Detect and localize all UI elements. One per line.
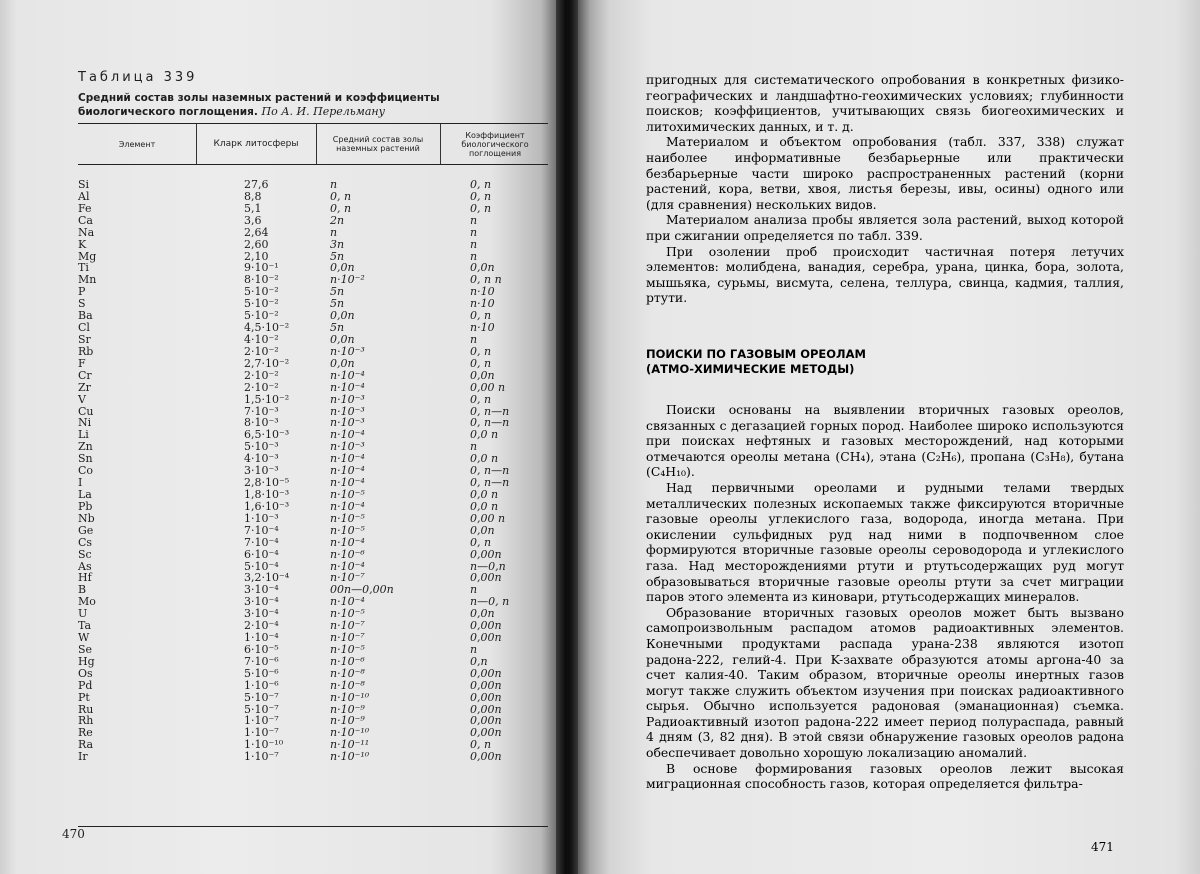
cell-coefficient: 0,00n xyxy=(470,631,502,645)
cell-ash: n·10⁻⁴ xyxy=(330,476,365,490)
cell-coefficient: 0,0 n xyxy=(470,487,499,501)
paragraph: Образование вторичных газовых ореолов может быть вызвано самопроизвольным распадом атомов радиоактивных элементов. Конечными продуктами распада урана-238 являются изотоп радона-222, гелий-4. При K-захвате образуются атомы аргона-40 за счет калия-40. Таким образом, вторичные ореолы инертных газов могут также служить объектом изучения при поисках радиоактивного сырья. Обычно используется радоновая (эманационная) съемка. Радиоактивный изотоп радона-222 имеет период полураспада, равный 4 дням (3, 82 дня). В этой связи обнаружение газовых ореолов радона обеспечивает довольно хорошую локализацию аномалий. xyxy=(646,604,1124,761)
cell-ash: n·10⁻¹⁰ xyxy=(330,690,370,704)
cell-ash: 0, n xyxy=(330,189,352,203)
cell-element: Ru xyxy=(78,702,94,716)
cell-coefficient: n xyxy=(470,583,478,597)
cell-clarke: 1·10⁻⁷ xyxy=(244,714,279,728)
cell-ash: n·10⁻³ xyxy=(330,416,365,430)
cell-coefficient: n xyxy=(470,237,478,251)
table-bottom-rule xyxy=(78,826,548,827)
cell-element: Zn xyxy=(78,440,93,454)
cell-element: Ni xyxy=(78,416,92,430)
left-page xyxy=(0,0,558,874)
table-row xyxy=(78,239,548,251)
cell-coefficient: 0,0 n xyxy=(470,499,499,513)
cell-element: Fe xyxy=(78,201,92,215)
cell-coefficient: 0,00 n xyxy=(470,511,506,525)
table-divider xyxy=(440,124,441,164)
cell-ash: n·10⁻¹⁰ xyxy=(330,750,370,764)
cell-clarke: 5·10⁻⁶ xyxy=(244,666,279,680)
cell-ash: n·10⁻⁶ xyxy=(330,654,365,668)
page-number-left: 470 xyxy=(62,827,85,841)
cell-coefficient: n xyxy=(470,213,478,227)
cell-coefficient: 0, n—n xyxy=(470,464,510,478)
text-block-top xyxy=(646,72,1124,306)
cell-ash: n·10⁻⁴ xyxy=(330,595,365,609)
cell-ash: n·10⁻⁷ xyxy=(330,631,365,645)
cell-clarke: 3·10⁻⁴ xyxy=(244,583,279,597)
cell-ash: 00n—0,00n xyxy=(330,583,394,597)
cell-clarke: 5·10⁻⁷ xyxy=(244,702,279,716)
column-header-coefficient: Коэффициент биологического поглощения xyxy=(461,130,529,158)
cell-element: Pb xyxy=(78,499,93,513)
section-heading xyxy=(646,347,1046,377)
cell-element: Si xyxy=(78,178,90,191)
cell-ash: n·10⁻⁷ xyxy=(330,619,365,633)
table-author: По А. И. Перельману xyxy=(261,105,386,118)
table-title xyxy=(78,92,528,119)
table-row xyxy=(78,656,548,668)
cell-clarke: 2,7·10⁻² xyxy=(244,356,290,370)
cell-element: Ti xyxy=(78,261,89,275)
cell-clarke: 3,2·10⁻⁴ xyxy=(244,571,290,585)
cell-ash: 3n xyxy=(330,237,345,251)
cell-coefficient: 0,00n xyxy=(470,619,502,633)
paragraph: пригодных для систематического опробования в конкретных физико-географических и ландшафтно-геохимических условиях; глубинности поисков; коэффициентов, учитывающих связь биогеохимических и литохимических данных, и т. д. xyxy=(646,72,1124,134)
cell-coefficient: 0,00n xyxy=(470,571,502,585)
cell-ash: n·10⁻⁸ xyxy=(330,678,365,692)
cell-ash: 0,0n xyxy=(330,261,355,275)
cell-coefficient: n xyxy=(470,225,478,239)
cell-clarke: 9·10⁻¹ xyxy=(244,261,279,275)
cell-coefficient: 0, n xyxy=(470,738,492,752)
table-row xyxy=(78,382,548,394)
cell-coefficient: 0,0 n xyxy=(470,452,499,466)
table-row xyxy=(78,572,548,584)
cell-clarke: 2·10⁻² xyxy=(244,380,279,394)
cell-clarke: 7·10⁻³ xyxy=(244,404,279,418)
cell-clarke: 4·10⁻³ xyxy=(244,452,279,466)
cell-clarke: 8·10⁻³ xyxy=(244,416,279,430)
cell-ash: 0, n xyxy=(330,201,352,215)
cell-coefficient: 0, n xyxy=(470,356,492,370)
cell-element: Ge xyxy=(78,523,94,537)
cell-element: Os xyxy=(78,666,93,680)
table-row xyxy=(78,370,548,382)
cell-element: Co xyxy=(78,464,94,478)
cell-clarke: 7·10⁻⁴ xyxy=(244,535,279,549)
cell-clarke: 5,1 xyxy=(244,201,262,215)
cell-coefficient: 0, n xyxy=(470,201,492,215)
cell-ash: n·10⁻⁴ xyxy=(330,559,365,573)
table-row xyxy=(78,680,548,692)
cell-ash: n·10⁻³ xyxy=(330,392,365,406)
cell-element: P xyxy=(78,285,86,299)
table-label: Таблица 339 xyxy=(78,70,198,85)
cell-ash: n·10⁻³ xyxy=(330,440,365,454)
cell-coefficient: 0, n xyxy=(470,392,492,406)
cell-clarke: 2·10⁻² xyxy=(244,344,279,358)
cell-element: I xyxy=(78,476,83,490)
cell-ash: 2n xyxy=(330,213,345,227)
cell-ash: n·10⁻⁹ xyxy=(330,714,365,728)
cell-ash: n·10⁻⁶ xyxy=(330,547,365,561)
cell-clarke: 3·10⁻³ xyxy=(244,464,279,478)
cell-clarke: 3,6 xyxy=(244,213,262,227)
cell-clarke: 1·10⁻³ xyxy=(244,511,279,525)
cell-element: Ba xyxy=(78,309,93,323)
cell-clarke: 2·10⁻² xyxy=(244,368,279,382)
cell-element: W xyxy=(78,631,90,645)
cell-coefficient: 0, n xyxy=(470,344,492,358)
cell-ash: n·10⁻⁵ xyxy=(330,642,365,656)
cell-clarke: 6·10⁻⁵ xyxy=(244,642,279,656)
cell-element: Ta xyxy=(78,619,92,633)
cell-ash: n·10⁻⁵ xyxy=(330,607,365,621)
cell-element: Hf xyxy=(78,571,92,585)
cell-ash: 0,0n xyxy=(330,309,355,323)
cell-clarke: 4,5·10⁻² xyxy=(244,321,290,335)
cell-clarke: 8·10⁻² xyxy=(244,273,279,287)
cell-coefficient: 0, n xyxy=(470,535,492,549)
table-row xyxy=(78,751,548,763)
cell-ash: 5n xyxy=(330,297,345,311)
cell-clarke: 1,8·10⁻³ xyxy=(244,487,290,501)
cell-ash: n·10⁻⁹ xyxy=(330,702,365,716)
cell-element: Se xyxy=(78,642,93,656)
cell-element: Zr xyxy=(78,380,91,394)
column-header-element: Элемент xyxy=(118,139,156,149)
cell-element: Al xyxy=(78,189,90,203)
cell-clarke: 5·10⁻⁷ xyxy=(244,690,279,704)
cell-element: Sn xyxy=(78,452,93,466)
cell-coefficient: 0,n xyxy=(470,654,488,668)
cell-clarke: 27,6 xyxy=(244,178,269,191)
cell-element: Cs xyxy=(78,535,93,549)
cell-element: Ca xyxy=(78,213,93,227)
cell-coefficient: 0,00n xyxy=(470,547,502,561)
cell-coefficient: 0,00n xyxy=(470,714,502,728)
cell-element: Sr xyxy=(78,332,91,346)
cell-coefficient: n xyxy=(470,332,478,346)
cell-clarke: 7·10⁻⁶ xyxy=(244,654,279,668)
cell-clarke: 2,8·10⁻⁵ xyxy=(244,476,290,490)
cell-clarke: 5·10⁻² xyxy=(244,297,279,311)
cell-coefficient: 0, n n xyxy=(470,273,502,287)
cell-clarke: 1·10⁻⁶ xyxy=(244,678,279,692)
cell-coefficient: 0, n xyxy=(470,189,492,203)
column-header-clarke: Кларк литосферы xyxy=(213,138,299,149)
table-body xyxy=(78,179,548,763)
cell-coefficient: 0,0n xyxy=(470,607,495,621)
cell-clarke: 1·10⁻¹⁰ xyxy=(244,738,284,752)
cell-element: Mg xyxy=(78,249,97,263)
cell-element: Cl xyxy=(78,321,90,335)
cell-clarke: 1·10⁻⁷ xyxy=(244,726,279,740)
cell-coefficient: 0,0n xyxy=(470,523,495,537)
table-row xyxy=(78,227,548,239)
cell-ash: n·10⁻³ xyxy=(330,404,365,418)
table-title-text: Средний состав золы наземных растений и коэффициенты биологического поглощения. xyxy=(78,92,440,118)
cell-element: U xyxy=(78,607,88,621)
cell-coefficient: 0, n—n xyxy=(470,416,510,430)
section-heading-line: (АТМО-ХИМИЧЕСКИЕ МЕТОДЫ) xyxy=(646,362,855,376)
cell-ash: n·10⁻¹¹ xyxy=(330,738,370,752)
cell-clarke: 4·10⁻² xyxy=(244,332,279,346)
table-row xyxy=(78,394,548,406)
cell-element: Ra xyxy=(78,738,94,752)
table-top-rule xyxy=(78,123,548,124)
cell-clarke: 5·10⁻³ xyxy=(244,440,279,454)
cell-ash: 5n xyxy=(330,249,345,263)
cell-clarke: 3·10⁻⁴ xyxy=(244,607,279,621)
cell-coefficient: n—0,n xyxy=(470,559,506,573)
cell-element: Rh xyxy=(78,714,94,728)
table-row xyxy=(78,668,548,680)
cell-clarke: 5·10⁻² xyxy=(244,309,279,323)
cell-element: As xyxy=(78,559,92,573)
cell-ash: n·10⁻⁴ xyxy=(330,464,365,478)
cell-clarke: 2·10⁻⁴ xyxy=(244,619,279,633)
cell-coefficient: n·10 xyxy=(470,297,495,311)
cell-coefficient: 0,00n xyxy=(470,666,502,680)
cell-element: K xyxy=(78,237,87,251)
cell-element: Pt xyxy=(78,690,90,704)
cell-ash: 5n xyxy=(330,285,345,299)
book-gutter xyxy=(556,0,580,874)
cell-coefficient: 0, n—n xyxy=(470,476,510,490)
table-row xyxy=(78,215,548,227)
cell-coefficient: 0,00n xyxy=(470,750,502,764)
cell-clarke: 5·10⁻⁴ xyxy=(244,559,279,573)
cell-clarke: 5·10⁻² xyxy=(244,285,279,299)
cell-element: Cu xyxy=(78,404,94,418)
cell-coefficient: n xyxy=(470,642,478,656)
paragraph: Материалом анализа пробы является зола растений, выход которой при сжигании определяется по табл. 339. xyxy=(646,212,1124,243)
cell-coefficient: 0,00 n xyxy=(470,380,506,394)
cell-element: Pd xyxy=(78,678,93,692)
cell-coefficient: 0, n xyxy=(470,309,492,323)
cell-clarke: 6·10⁻⁴ xyxy=(244,547,279,561)
paragraph: При озолении проб происходит частичная потеря летучих элементов: молибдена, ванадия, серебра, урана, цинка, бора, золота, мышьяка, сурьмы, висмута, селена, теллура, свинца, кадмия, таллия, ртути. xyxy=(646,243,1124,306)
table-row xyxy=(78,322,548,334)
cell-coefficient: 0,00n xyxy=(470,678,502,692)
cell-element: Cr xyxy=(78,368,92,382)
cell-ash: n·10⁻⁴ xyxy=(330,428,365,442)
cell-ash: n·10⁻⁵ xyxy=(330,487,365,501)
cell-clarke: 8,8 xyxy=(244,189,262,203)
cell-ash: n·10⁻³ xyxy=(330,344,365,358)
cell-clarke: 1·10⁻⁷ xyxy=(244,750,279,764)
cell-coefficient: 0,0n xyxy=(470,368,495,382)
cell-ash: n·10⁻⁸ xyxy=(330,666,365,680)
cell-ash: n·10⁻⁵ xyxy=(330,523,365,537)
table-row xyxy=(78,692,548,704)
section-heading-line: ПОИСКИ ПО ГАЗОВЫМ ОРЕОЛАМ xyxy=(646,347,866,361)
cell-clarke: 1,5·10⁻² xyxy=(244,392,290,406)
cell-element: B xyxy=(78,583,87,597)
cell-coefficient: n xyxy=(470,249,478,263)
cell-ash: n xyxy=(330,178,338,191)
cell-ash: n·10⁻² xyxy=(330,273,365,287)
table-row xyxy=(78,549,548,561)
cell-clarke: 1,6·10⁻³ xyxy=(244,499,290,513)
cell-element: La xyxy=(78,487,92,501)
cell-clarke: 3·10⁻⁴ xyxy=(244,595,279,609)
table-row xyxy=(78,513,548,525)
table-header-rule xyxy=(78,164,548,165)
cell-element: Li xyxy=(78,428,89,442)
cell-coefficient: n xyxy=(470,440,478,454)
table-row xyxy=(78,525,548,537)
cell-element: Hg xyxy=(78,654,95,668)
cell-element: Mo xyxy=(78,595,96,609)
table-row xyxy=(78,632,548,644)
text-block-main xyxy=(646,402,1124,792)
cell-element: F xyxy=(78,356,86,370)
cell-coefficient: 0,00n xyxy=(470,690,502,704)
paragraph: В основе формирования газовых ореолов лежит высокая миграционная способность газов, которая определяется фильтра- xyxy=(646,760,1124,792)
table-row xyxy=(78,203,548,215)
cell-ash: 0,0n xyxy=(330,356,355,370)
table-row xyxy=(78,429,548,441)
table-divider xyxy=(316,124,317,164)
cell-element: V xyxy=(78,392,86,406)
paragraph: Материалом и объектом опробования (табл. 337, 338) служат наиболее информативные безбарьерные или практически безбарьерные части широко распространенных растений (корни растений, кора, ветви, хвоя, листья березы, ивы, осины) одного или (для сравнения) нескольких видов. xyxy=(646,134,1124,212)
cell-ash: n·10⁻⁷ xyxy=(330,571,365,585)
cell-coefficient: 0,0n xyxy=(470,261,495,275)
cell-ash: n·10⁻⁴ xyxy=(330,535,365,549)
cell-element: Re xyxy=(78,726,93,740)
cell-clarke: 2,60 xyxy=(244,237,269,251)
cell-element: S xyxy=(78,297,86,311)
cell-element: Rb xyxy=(78,344,94,358)
cell-ash: n·10⁻⁵ xyxy=(330,511,365,525)
cell-element: Sc xyxy=(78,547,92,561)
cell-element: Ir xyxy=(78,750,88,764)
cell-ash: n·10⁻¹⁰ xyxy=(330,726,370,740)
paragraph: Над первичными ореолами и рудными телами твердых металлических полезных ископаемых также фиксируются вторичные газовые ореолы углекислого газа, водорода, иногда метана. При окислении сульфидных руд над ними в подпочвенном слое формируются вторичные газовые ореолы сероводорода и углекислого газа. Над месторождениями ртути и ртутьсодержащих руд могут образовываться вторичные газовые ореолы ртути за счет миграции паров этого элемента из киновари, ртутьсодержащих минералов. xyxy=(646,479,1124,605)
paragraph: Поиски основаны на выявлении вторичных газовых ореолов, связанных с дегазацией горных пород. Наиболее широко используются при поисках нефтяных и газовых месторождений, над которыми отмечаются ореолы метана (CH₄), этана (C₂H₆), пропана (C₃H₈), бутана (C₄H₁₀). xyxy=(646,402,1124,480)
cell-coefficient: 0, n—n xyxy=(470,404,510,418)
cell-coefficient: 0,0 n xyxy=(470,428,499,442)
cell-ash: 5n xyxy=(330,321,345,335)
table-row xyxy=(78,537,548,549)
column-header-ash: Средний состав золы наземных растений xyxy=(332,135,424,153)
cell-coefficient: 0, n xyxy=(470,178,492,191)
cell-clarke: 2,10 xyxy=(244,249,269,263)
cell-element: Na xyxy=(78,225,95,239)
table-row xyxy=(78,358,548,370)
cell-coefficient: 0,00n xyxy=(470,726,502,740)
cell-ash: n·10⁻⁴ xyxy=(330,499,365,513)
cell-element: Mn xyxy=(78,273,97,287)
page-number-right: 471 xyxy=(1091,840,1114,854)
cell-ash: n·10⁻⁴ xyxy=(330,380,365,394)
cell-clarke: 2,64 xyxy=(244,225,269,239)
cell-coefficient: n—0, n xyxy=(470,595,510,609)
cell-clarke: 1·10⁻⁴ xyxy=(244,631,279,645)
cell-element: Nb xyxy=(78,511,95,525)
cell-ash: n xyxy=(330,225,338,239)
cell-ash: n·10⁻⁴ xyxy=(330,368,365,382)
cell-clarke: 7·10⁻⁴ xyxy=(244,523,279,537)
cell-coefficient: 0,00n xyxy=(470,702,502,716)
cell-ash: n·10⁻⁴ xyxy=(330,452,365,466)
cell-clarke: 6,5·10⁻³ xyxy=(244,428,290,442)
cell-coefficient: n·10 xyxy=(470,321,495,335)
cell-ash: 0,0n xyxy=(330,332,355,346)
cell-coefficient: n·10 xyxy=(470,285,495,299)
